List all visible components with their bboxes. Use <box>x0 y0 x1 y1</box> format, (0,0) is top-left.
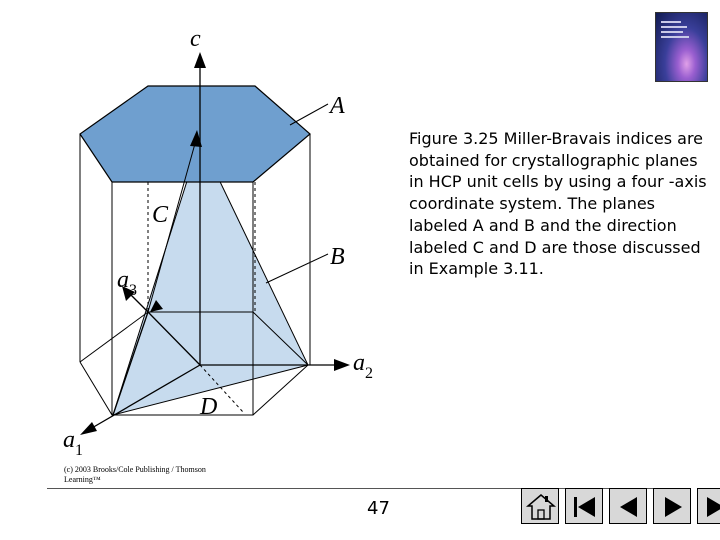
first-slide-icon <box>566 489 604 525</box>
first-slide-button[interactable] <box>565 488 603 524</box>
label-plane-a: A <box>330 93 345 119</box>
home-icon <box>522 489 560 525</box>
page-number: 47 <box>367 498 390 519</box>
home-button[interactable] <box>521 488 559 524</box>
label-c-axis: c <box>190 26 201 52</box>
c-axis-arrowhead <box>194 52 206 68</box>
hcp-unit-cell-figure <box>0 0 400 470</box>
label-a3-axis: $a_3$ <box>117 267 137 299</box>
next-slide-icon <box>654 489 692 525</box>
label-direction-d: D <box>200 394 218 420</box>
previous-slide-button[interactable] <box>609 488 647 524</box>
label-plane-b: B <box>330 244 345 270</box>
previous-slide-icon <box>610 489 648 525</box>
a2-axis-arrowhead <box>334 359 350 371</box>
next-slide-button[interactable] <box>653 488 691 524</box>
book-cover-thumbnail <box>655 12 708 82</box>
figure-caption: Figure 3.25 Miller-Bravais indices are obtained for crystallographic planes in HCP unit cells by using a four -axis coordinate system. The planes labeled A and B and the direction labeled C and D are those discussed in Example 3.11. <box>409 129 707 279</box>
label-a2-axis: $a_2$ <box>353 350 373 382</box>
a1-axis-arrowhead <box>80 422 97 435</box>
last-slide-button[interactable] <box>697 488 720 524</box>
copyright-notice: (c) 2003 Brooks/Cole Publishing / Thomson Learning™ <box>64 465 206 484</box>
label-a1-axis: $a_1$ <box>63 427 83 459</box>
plane-a <box>80 86 310 182</box>
last-slide-icon <box>698 489 720 525</box>
label-direction-c: C <box>152 202 169 228</box>
